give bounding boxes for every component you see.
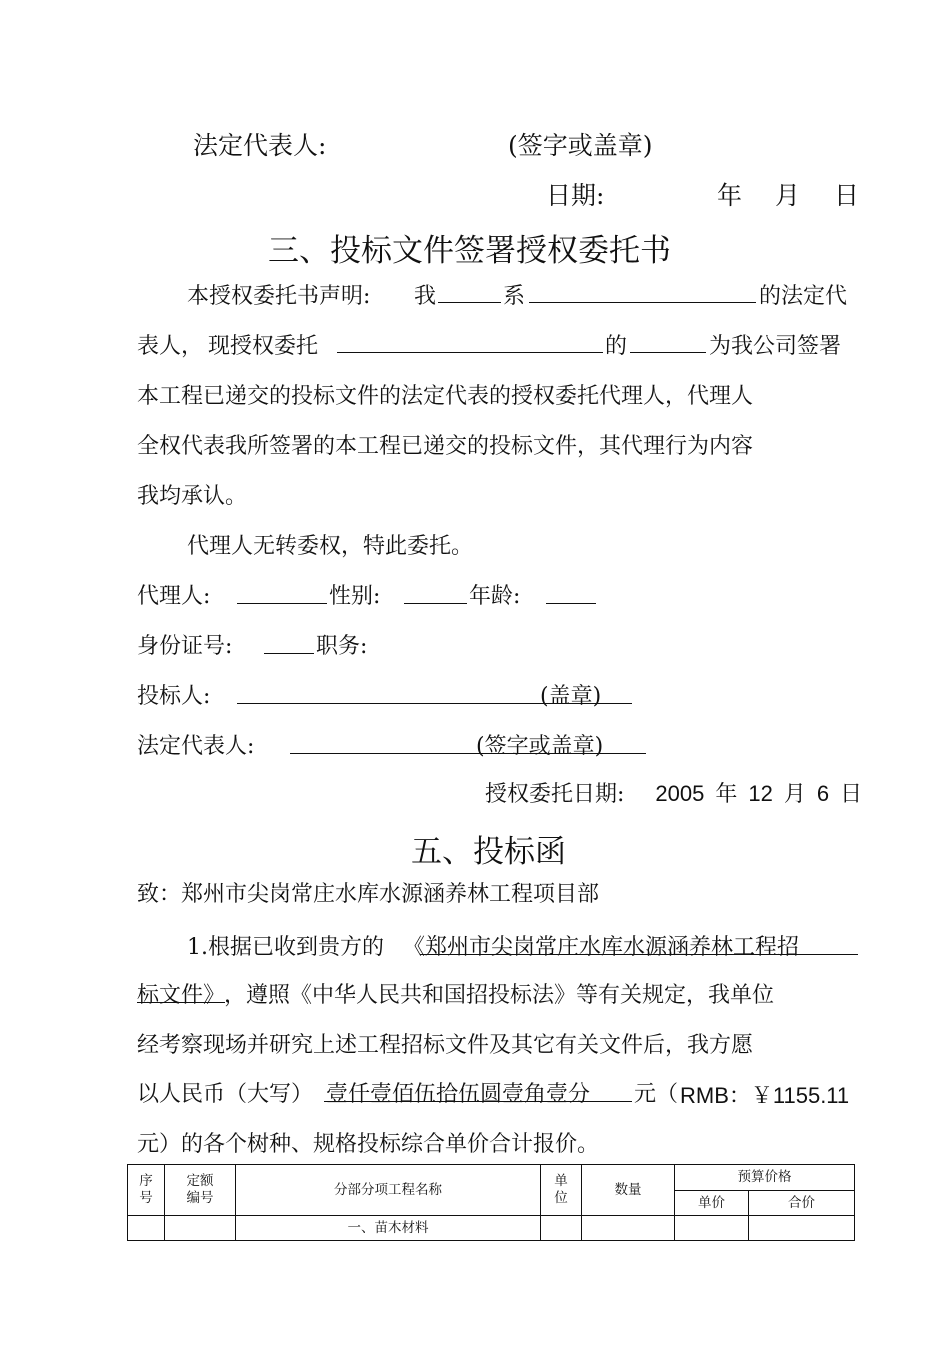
bid-paragraph-3: 经考察现场并研究上述工程招标文件及其它有关文件后，我方愿 [137,1033,754,1058]
gender-label: 性别: [329,584,381,609]
id-label: 身份证号: [137,634,233,659]
cell-unit [541,1216,582,1241]
bid-amount-underline [324,1101,632,1102]
section3-title: 三、投标文件签署授权委托书 [268,233,671,269]
header-budget-price: 预算价格 [675,1165,855,1191]
blank-agent-line [630,352,706,353]
date-year: 年 [717,181,743,210]
bid-amount-rmb: RMB：￥1155.11 [680,1083,850,1108]
bid-recipient: 致：郑州市尖岗常庄水库水源涵养林工程项目部 [137,882,600,907]
blank-company-line [529,302,756,303]
cell-quantity [582,1216,675,1241]
cell-item-name: 一、苗木材料 [236,1216,541,1241]
budget-table [127,1164,855,1241]
header-unit-price: 单价 [675,1191,749,1216]
bid-amount-unit: 元（ [634,1082,679,1107]
table-header-row [128,1165,855,1191]
age-label: 年龄: [469,584,521,609]
id-blank [264,653,314,654]
bid-paragraph-2: ，遵照《中华人民共和国招投标法》等有关规定，我单位 [224,983,775,1008]
auth-date-month-value: 12 [748,781,773,806]
auth-legal-rep-a: 的法定代 [759,284,848,309]
legal-rep-sign-note: (签字或盖章) [476,734,604,759]
date-month: 月 [775,181,801,210]
auth-of: 的 [605,334,628,359]
auth-date-label: 授权委托日期: [485,782,625,807]
position-label: 职务: [316,634,368,659]
bid-doc-underline-1 [420,954,858,955]
section5-title: 五、投标函 [411,834,566,870]
auth-date-year-unit: 年 [715,782,738,807]
bid-document-title-b: 标文件》 [137,983,226,1008]
bid-amount-words: 壹仟壹佰伍拾伍圆壹角壹分 [326,1082,591,1107]
bid-document-title-a: 《郑州市尖岗常庄水库水源涵养林工程招 [403,935,800,960]
header-seq [128,1165,165,1216]
bid-doc-underline-2 [137,1002,225,1003]
auth-date [485,777,862,808]
auth-date-month-unit: 月 [783,782,806,807]
auth-sign-for: 为我公司签署 [709,334,842,359]
header-seq-line2: 号 [139,1190,153,1206]
auth-paragraph-4: 全权代表我所签署的本工程已递交的投标文件，其代理行为内容 [137,434,754,459]
bid-amount-label: 以人民币（大写） [137,1082,314,1107]
gender-blank [404,603,467,604]
header-seq-line1: 序 [139,1173,153,1190]
header-total-price: 合价 [749,1191,855,1216]
cell-seq [128,1216,165,1241]
legal-rep-label: 法定代表人: [193,131,327,160]
auth-paragraph-3: 本工程已递交的投标文件的法定代表的授权委托代理人，代理人 [137,384,754,409]
blank-name-line [438,302,501,303]
bid-paragraph-1a: 1.根据已收到贵方的 [187,935,384,960]
auth-paragraph-5: 我均承认。 [137,484,248,509]
auth-statement: 本授权委托书声明: [187,284,371,309]
auth-is: 系 [503,284,526,309]
header-unit-line2: 位 [554,1190,568,1206]
auth-date-day-unit: 日 [840,782,863,807]
auth-legal-rep-b: 表人， [137,334,204,359]
auth-me: 我 [414,284,437,309]
header-quota [165,1165,236,1216]
date-label: 日期: [546,181,605,210]
auth-entrust: 现授权委托 [208,334,319,359]
auth-date-year-value: 2005 [655,781,705,806]
auth-paragraph-6: 代理人无转委权，特此委托。 [187,534,474,559]
header-quota-line1: 定额 [186,1173,214,1190]
bidder-seal-note: (盖章) [540,684,602,709]
date-day: 日 [834,181,860,210]
cell-quota [165,1216,236,1241]
table-row [128,1216,855,1241]
agent-label: 代理人: [137,584,211,609]
bid-paragraph-5: 元）的各个树种、规格投标综合单价合计报价。 [137,1132,600,1157]
bidder-label: 投标人: [137,684,211,709]
header-quota-line2: 编号 [186,1190,214,1206]
header-item-name: 分部分项工程名称 [236,1165,541,1216]
header-quantity: 数量 [582,1165,675,1216]
auth-date-day-value: 6 [816,781,830,806]
cell-total-price [749,1216,855,1241]
sign-or-seal-note: (签字或盖章) [508,131,653,160]
header-unit-line1: 单 [554,1173,568,1190]
agent-blank [237,603,327,604]
legal-rep-label-2: 法定代表人: [137,734,255,759]
header-unit [541,1165,582,1216]
blank-entrusted-org-line [337,352,603,353]
cell-unit-price [675,1216,749,1241]
age-blank [546,603,596,604]
